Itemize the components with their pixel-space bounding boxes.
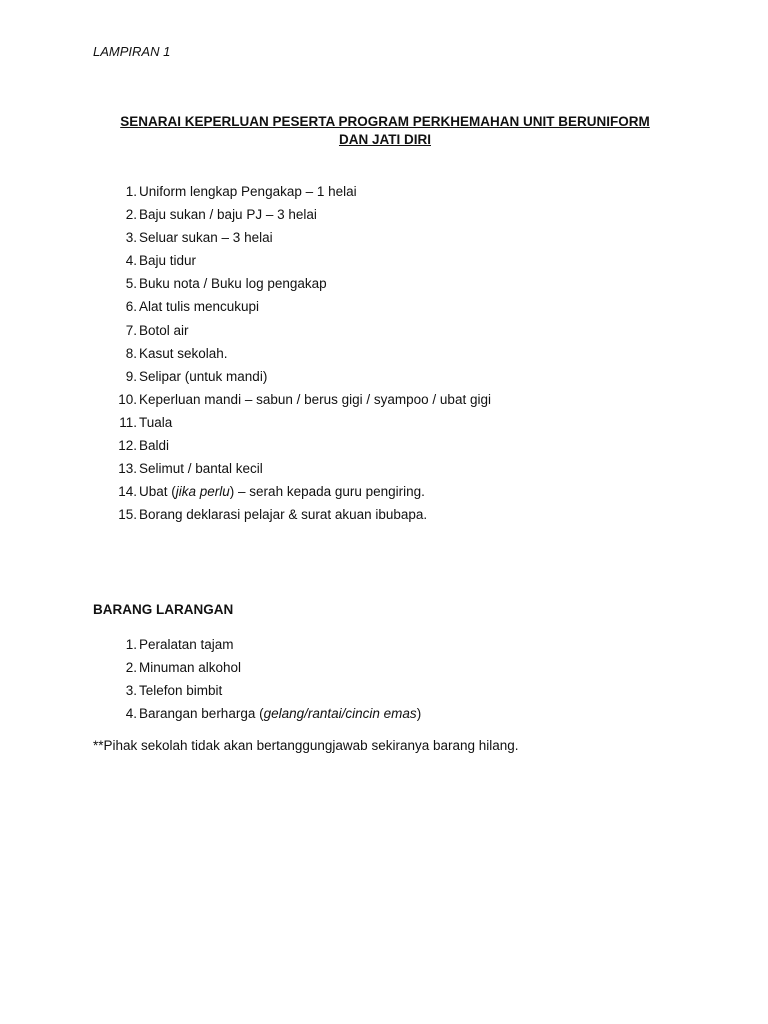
list-item-text — [139, 702, 421, 725]
list-item-number: 3. — [125, 230, 137, 246]
list-item-text: Baldi — [139, 438, 170, 454]
list-item-number: 2. — [125, 207, 137, 223]
list-item-number: 11. — [119, 414, 137, 430]
title-line-1: SENARAI KEPERLUAN PESERTA PROGRAM PERKHEMAHAN UNIT BERUNIFORM — [120, 114, 650, 129]
document-title — [95, 113, 675, 149]
list-item-text: Peralatan tajam — [139, 637, 234, 652]
list-item-text-part: Ubat ( — [139, 484, 176, 500]
list-item-text: Selimut / bantal kecil — [139, 461, 263, 477]
list-item-text: Botol air — [139, 322, 189, 338]
list-item-number: 10. — [118, 391, 137, 407]
list-item-number: 6. — [125, 299, 137, 315]
list-item-number: 14. — [118, 484, 137, 500]
prohibited-items-heading: BARANG LARANGAN — [93, 602, 234, 617]
list-item-number: 2. — [125, 660, 137, 676]
list-item-number: 12. — [118, 438, 137, 454]
list-item-text-part: Barangan berharga ( — [139, 706, 264, 722]
list-item-number: 9. — [125, 368, 137, 384]
list-item-number: 8. — [125, 345, 137, 361]
list-item-text: Kasut sekolah. — [139, 345, 228, 361]
disclaimer-note: **Pihak sekolah tidak akan bertanggungjawab sekiranya barang hilang. — [93, 738, 519, 753]
list-item-text: Baju tidur — [139, 253, 197, 269]
list-item-number: 1. — [125, 637, 137, 652]
list-item-text-part: ) – serah kepada guru pengiring. — [229, 484, 425, 500]
list-item-number: 5. — [125, 276, 137, 292]
list-item-italic-text: jika perlu — [175, 484, 230, 500]
list-item-number: 3. — [125, 683, 137, 699]
list-item-text — [139, 480, 425, 503]
list-item-number: 4. — [125, 706, 137, 722]
list-item-text-part: ) — [416, 706, 422, 722]
list-item-text: Alat tulis mencukupi — [139, 299, 260, 315]
list-item-text: Telefon bimbit — [139, 683, 223, 699]
list-item-text: Borang deklarasi pelajar & surat akuan ibubapa. — [139, 507, 428, 523]
list-item-text: Baju sukan / baju PJ – 3 helai — [139, 207, 317, 223]
list-item-text: Selipar (untuk mandi) — [139, 368, 268, 384]
title-line-2: DAN JATI DIRI — [338, 132, 431, 147]
list-item-number: 15. — [118, 507, 137, 523]
list-item-text: Keperluan mandi – sabun / berus gigi / syampoo / ubat gigi — [139, 391, 491, 407]
list-item-text: Seluar sukan – 3 helai — [139, 230, 273, 246]
list-item-text: Uniform lengkap Pengakap – 1 helai — [139, 184, 357, 199]
list-item-text: Minuman alkohol — [139, 660, 242, 676]
list-item-text: Buku nota / Buku log pengakap — [139, 276, 327, 292]
list-item-number: 7. — [125, 322, 137, 338]
list-item-number: 1. — [125, 184, 137, 199]
list-item-number: 13. — [118, 461, 137, 477]
list-item-number: 4. — [125, 253, 137, 269]
list-item-text: Tuala — [139, 414, 173, 430]
attachment-label: LAMPIRAN 1 — [93, 44, 171, 59]
list-item-italic-text: gelang/rantai/cincin emas — [263, 706, 417, 722]
